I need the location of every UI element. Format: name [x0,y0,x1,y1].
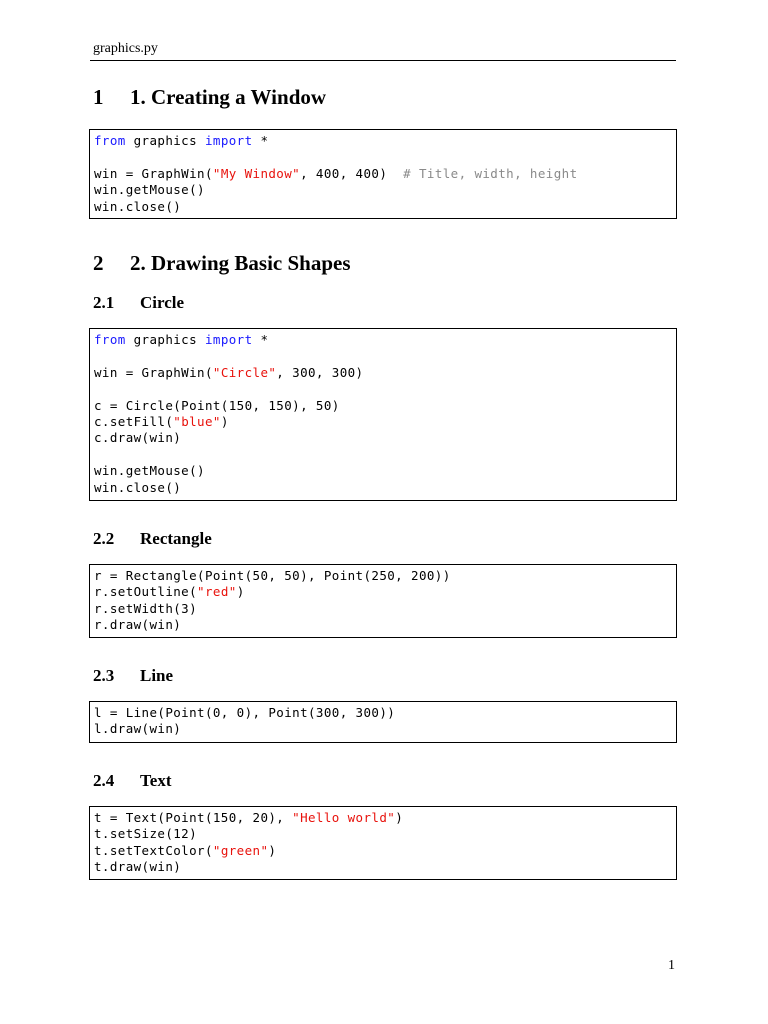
code-line [94,859,672,875]
code-text: r.setOutline( [94,584,198,600]
code-line [94,721,672,737]
code-line [94,381,672,397]
code-line [94,133,672,149]
code-text: ) [395,810,404,825]
section-heading-2 [93,251,351,276]
subsection-number: 2.3 [93,666,115,685]
code-text: r.setWidth(3) [94,600,198,616]
subsection-title: Line [140,666,174,685]
code-text: l.draw(win) [94,721,182,737]
code-text: l = Line(Point(0, 0), Point(300, 300)) [94,705,396,720]
code-text: win.getMouse() [94,182,205,198]
code-line [94,348,672,364]
code-line [94,149,672,165]
code-text: * [252,332,269,347]
code-text: t.setTextColor( [94,842,213,858]
code-text: r = Rectangle(Point(50, 50), Point(250, 200)) [94,568,451,583]
code-string: "My Window" [212,165,301,181]
code-text: c = Circle(Point(150, 150), 50) [94,397,340,413]
code-line [94,332,672,348]
code-line [94,430,672,446]
code-string: "Hello world" [292,810,396,825]
code-line [94,365,672,381]
code-block [89,328,677,501]
subsection-heading-text [93,771,172,791]
code-block [89,701,677,743]
code-line [94,843,672,859]
code-text: win = GraphWin( [94,165,213,181]
subsection-heading-line [93,666,173,686]
subsection-title: Rectangle [140,529,212,548]
code-line [94,568,672,584]
code-line [94,584,672,600]
code-text: win.getMouse() [94,463,205,479]
code-block [89,806,677,880]
section-number: 1 [93,85,104,109]
subsection-heading-rectangle [93,529,212,549]
code-line [94,601,672,617]
code-text: t.setSize(12) [94,826,198,842]
code-text: win.close() [94,198,182,214]
code-line [94,617,672,633]
section-title: 1. Creating a Window [130,85,327,109]
section-heading-1 [93,85,326,110]
code-line [94,414,672,430]
code-string: "blue" [173,413,221,429]
code-block [89,564,677,638]
code-string: "Circle" [212,364,277,380]
code-comment: # Title, width, height [403,165,578,181]
code-text: r.draw(win) [94,617,182,633]
code-text: , 300, 300) [276,364,364,380]
section-title: 2. Drawing Basic Shapes [130,251,351,275]
code-text: win.close() [94,479,182,495]
code-text: c.setFill( [94,413,174,429]
code-keyword: from [94,332,126,347]
code-string: "red" [197,584,237,600]
code-line [94,463,672,479]
code-line [94,398,672,414]
section-number: 2 [93,251,104,275]
code-string: "green" [212,842,269,858]
code-text: win = GraphWin( [94,364,213,380]
code-line [94,447,672,463]
code-line [94,182,672,198]
subsection-number: 2.2 [93,529,115,548]
code-text: c.draw(win) [94,430,182,446]
code-line [94,810,672,826]
code-text: t.draw(win) [94,859,182,875]
code-text: ) [236,584,245,600]
code-line [94,199,672,215]
code-text: ) [220,413,229,429]
subsection-heading-circle [93,293,184,313]
code-block [89,129,677,219]
running-header: graphics.py [93,41,158,56]
header-rule [90,60,676,61]
code-line [94,166,672,182]
code-text: graphics [125,133,205,148]
code-text: ) [268,842,277,858]
code-text: t = Text(Point(150, 20), [94,810,293,825]
subsection-number: 2.1 [93,293,115,312]
code-text: * [252,133,269,148]
code-line [94,705,672,721]
code-keyword: import [204,332,253,347]
code-text: graphics [125,332,205,347]
subsection-title: Text [140,771,172,790]
subsection-title: Circle [140,293,185,312]
subsection-number: 2.4 [93,771,115,790]
code-line [94,826,672,842]
page-number: 1 [668,958,675,973]
code-text: , 400, 400) [300,165,404,181]
code-keyword: from [94,133,126,148]
code-line [94,480,672,496]
code-keyword: import [204,133,253,148]
